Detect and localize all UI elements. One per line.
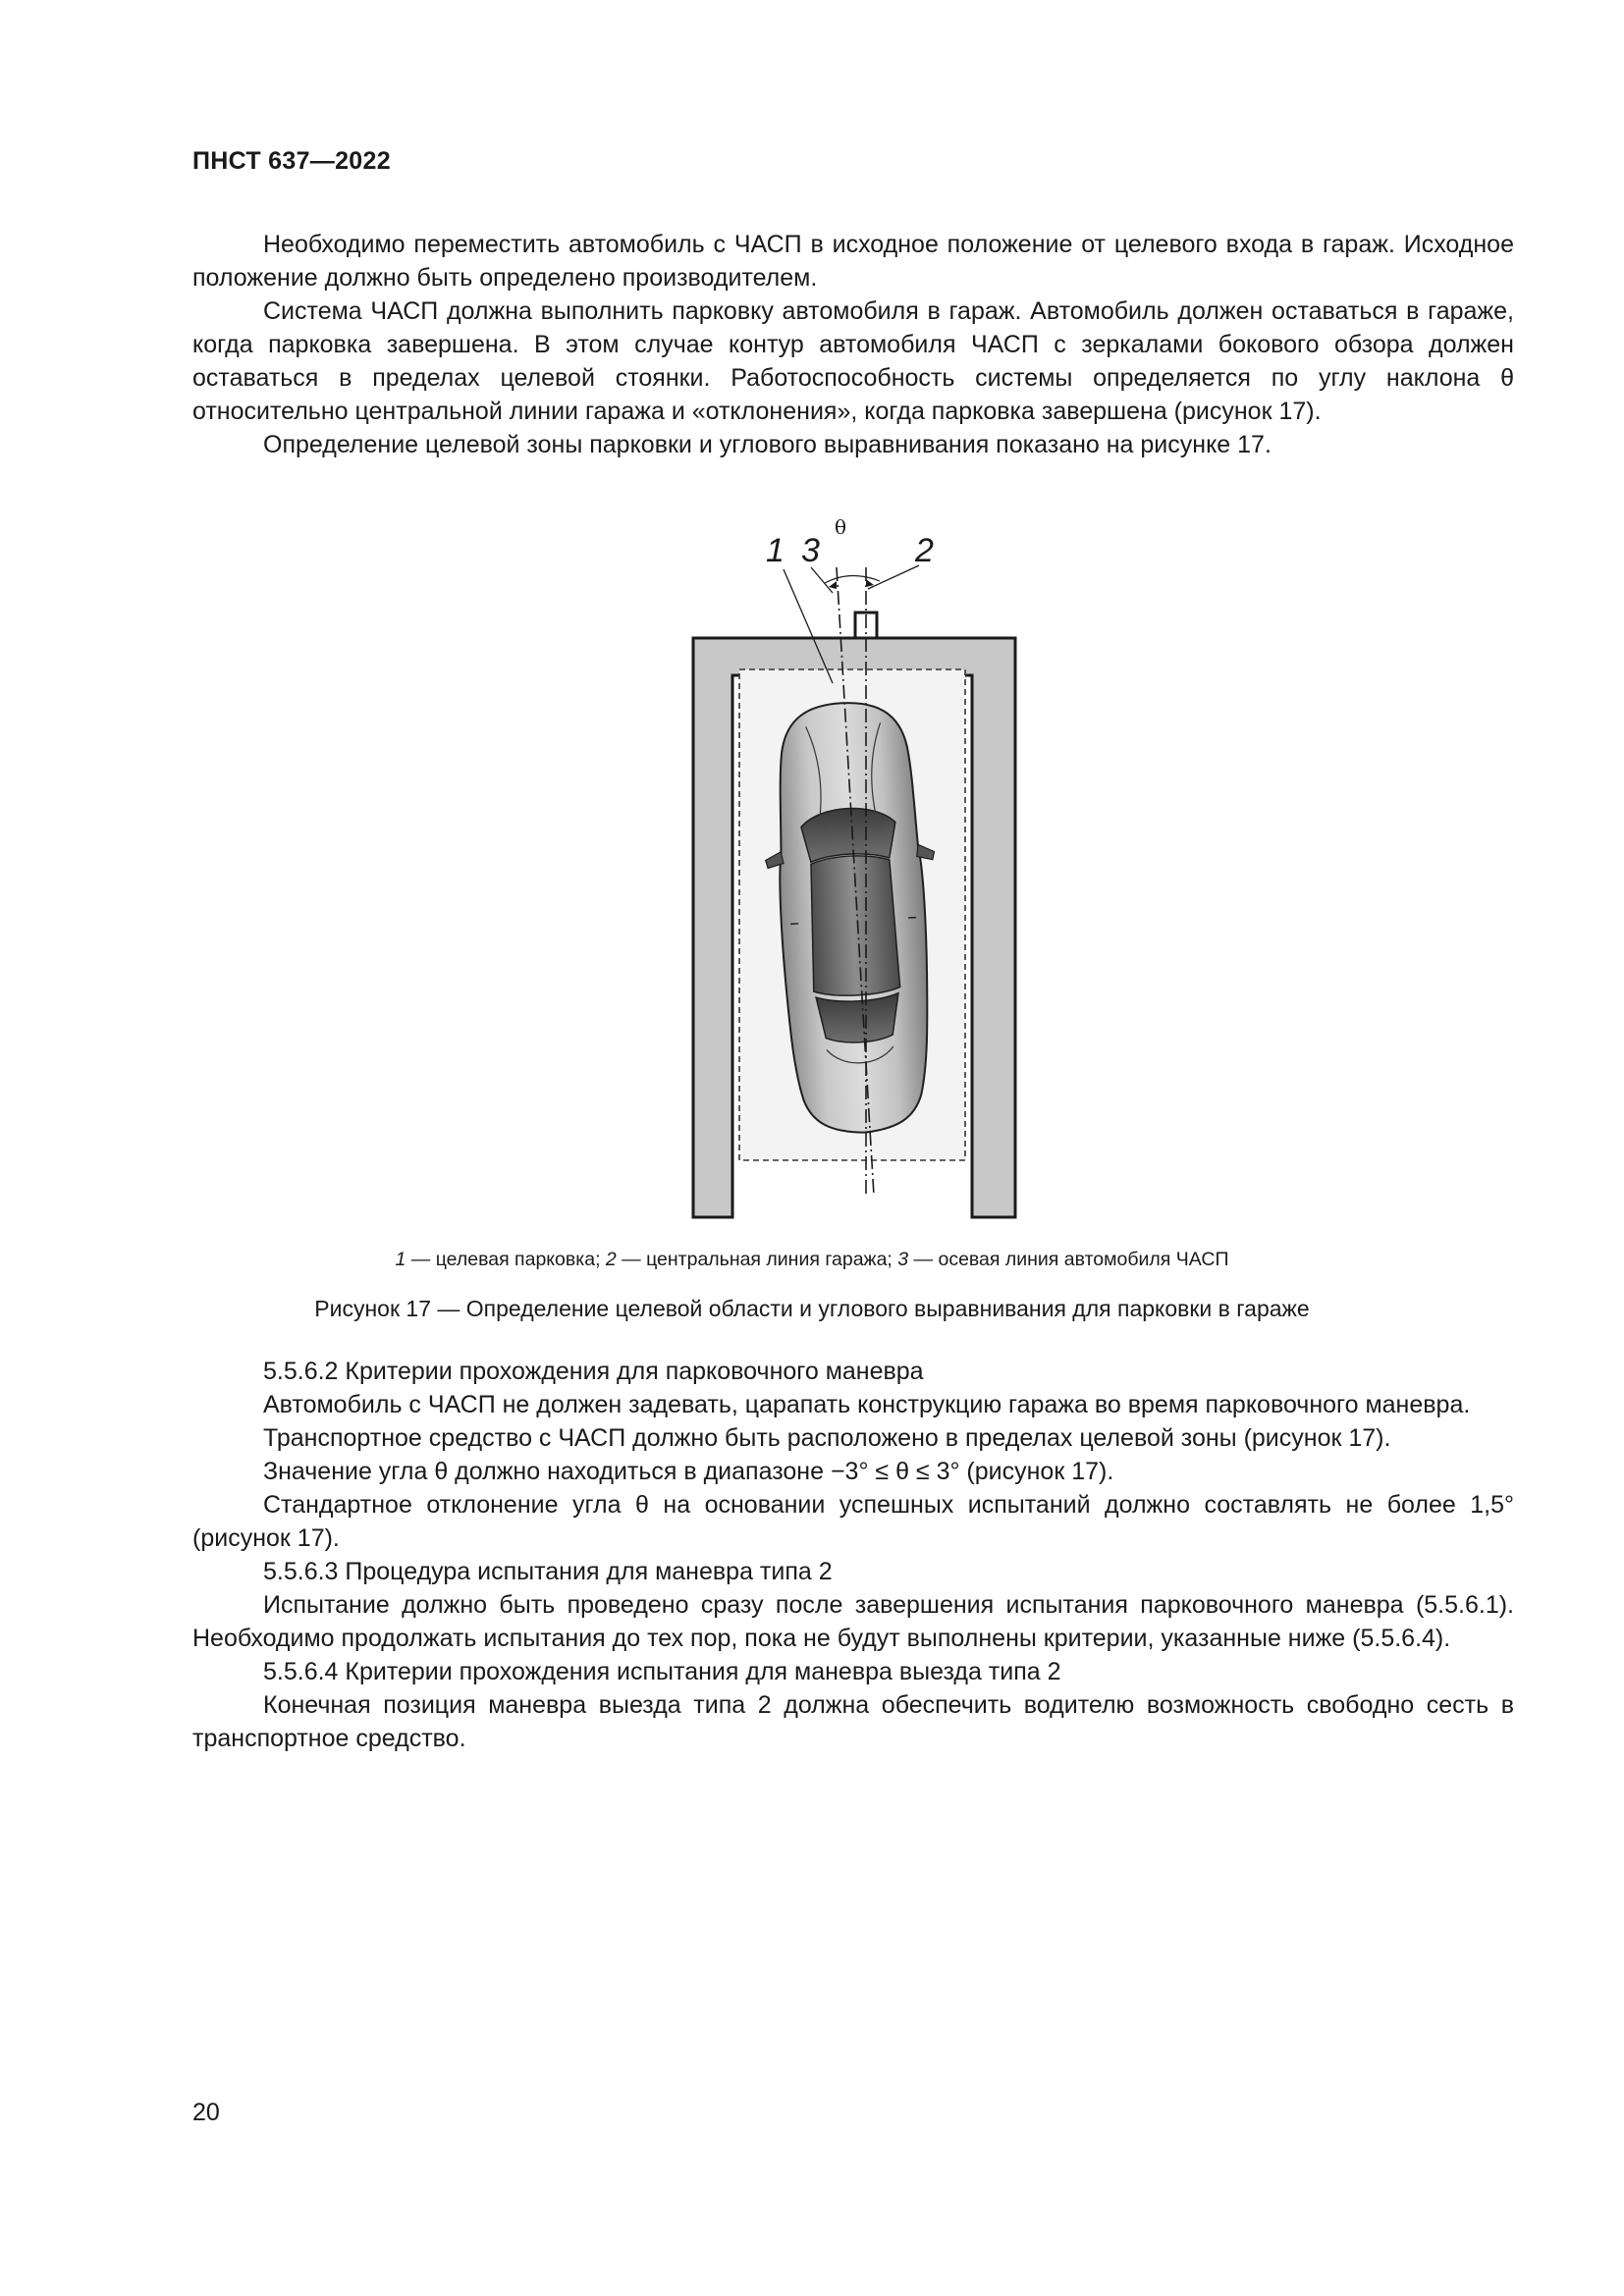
theta-arrow-left bbox=[829, 581, 837, 589]
leader-2 bbox=[868, 565, 919, 589]
figure-17-garage-diagram bbox=[668, 518, 1041, 1225]
legend-num-2: 2 bbox=[605, 1249, 617, 1270]
page-number: 20 bbox=[192, 2099, 220, 2126]
document-code-header: ПНСТ 637—2022 bbox=[192, 147, 391, 175]
legend-num-1: 1 bbox=[395, 1249, 406, 1270]
theta-arc bbox=[825, 575, 880, 583]
car-roof bbox=[807, 854, 900, 997]
paragraph: Определение целевой зоны парковки и углового выравнивания показано на рисунке 17. bbox=[263, 431, 1272, 458]
paragraph: Транспортное средство с ЧАСП должно быть расположено в пределах целевой зоны (рисунок 17). bbox=[263, 1424, 1391, 1452]
paragraph: Автомобиль с ЧАСП не должен задевать, царапать конструкцию гаража во время парковочного маневра. bbox=[263, 1391, 1471, 1418]
legend-text-2: — центральная линия гаража; bbox=[616, 1249, 898, 1270]
label-3: 3 bbox=[801, 532, 820, 569]
label-1: 1 bbox=[766, 532, 785, 569]
legend-text-3: — осевая линия автомобиля ЧАСП bbox=[908, 1249, 1229, 1270]
paragraph: Значение угла θ должно находиться в диапазоне −3° ≤ θ ≤ 3° (рисунок 17). bbox=[263, 1458, 1114, 1485]
criteria-text bbox=[192, 1355, 1514, 1755]
paragraph: Стандартное отклонение угла θ на основании успешных испытаний должно составлять не более 1,5° (рисунок 17). bbox=[192, 1491, 1514, 1552]
legend-num-3: 3 bbox=[897, 1249, 909, 1270]
label-theta: θ bbox=[835, 518, 847, 539]
figure-caption: Рисунок 17 — Определение целевой области и углового выравнивания для парковки в гараже bbox=[314, 1296, 1310, 1321]
paragraph: Испытание должно быть проведено сразу после завершения испытания парковочного маневра (5.5.6.1). Необходимо продолжать испытания до тех пор, пока не будут выполнены критерии, указанные ниже (5.5.6.4). bbox=[192, 1591, 1514, 1652]
legend-text-1: — целевая парковка; bbox=[406, 1249, 606, 1270]
paragraph: Система ЧАСП должна выполнить парковку автомобиля в гараж. Автомобиль должен оставаться в гараже, когда парковка завершена. В этом случае контур автомобиля ЧАСП с зеркалами бокового обзора должен оставаться в пределах целевой стоянки. Работоспособность системы определяется по углу наклона θ относительно центральной линии гаража и «отклонения», когда парковка завершена (рисунок 17). bbox=[192, 297, 1514, 425]
theta-arrow-right bbox=[866, 579, 874, 587]
paragraph: Конечная позиция маневра выезда типа 2 должна обеспечить водителю возможность свободно сесть в транспортное средство. bbox=[192, 1691, 1514, 1752]
section-heading: 5.5.6.4 Критерии прохождения испытания для маневра выезда типа 2 bbox=[263, 1658, 1061, 1685]
car-rear-window bbox=[816, 993, 900, 1044]
intro-text bbox=[192, 228, 1514, 461]
label-2: 2 bbox=[915, 532, 934, 569]
leader-3 bbox=[811, 567, 833, 593]
figure-legend bbox=[0, 1249, 1624, 1271]
section-heading: 5.5.6.3 Процедура испытания для маневра типа 2 bbox=[263, 1558, 833, 1585]
paragraph: Необходимо переместить автомобиль с ЧАСП в исходное положение от целевого входа в гараж. Исходное положение должно быть определено производителем. bbox=[192, 231, 1514, 292]
section-heading: 5.5.6.2 Критерии прохождения для парковочного маневра bbox=[263, 1358, 924, 1385]
